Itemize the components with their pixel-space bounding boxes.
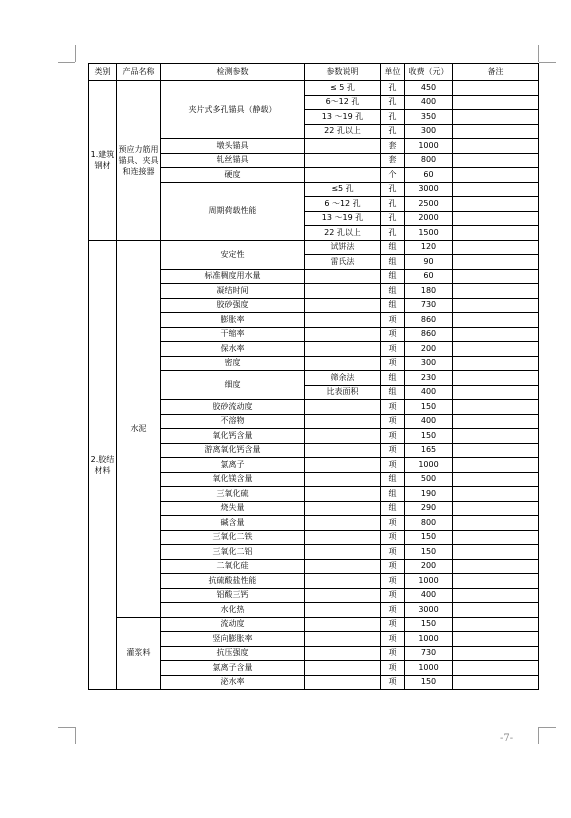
desc-cell: 22 孔以上 — [305, 226, 381, 241]
param-cell: 泌水率 — [161, 675, 305, 690]
desc-cell: 雷氏法 — [305, 255, 381, 270]
param-cell: 细度 — [161, 371, 305, 400]
remark-cell — [453, 139, 539, 154]
unit-cell: 组 — [381, 487, 405, 502]
param-cell: 水化热 — [161, 603, 305, 618]
desc-cell — [305, 298, 381, 313]
param-cell: 氯离子 — [161, 458, 305, 473]
remark-cell — [453, 182, 539, 197]
fee-cell: 500 — [405, 472, 453, 487]
header-param: 检测参数 — [161, 64, 305, 81]
crop-mark-tl-h — [58, 62, 75, 63]
desc-cell — [305, 617, 381, 632]
param-cell: 墩头锚具 — [161, 139, 305, 154]
fee-cell: 800 — [405, 516, 453, 531]
fee-cell: 2500 — [405, 197, 453, 212]
param-cell: 抗压强度 — [161, 646, 305, 661]
desc-cell — [305, 139, 381, 154]
crop-mark-bl-v — [75, 727, 76, 744]
remark-cell — [453, 400, 539, 415]
desc-cell — [305, 458, 381, 473]
fee-cell: 150 — [405, 400, 453, 415]
unit-cell: 项 — [381, 603, 405, 618]
remark-cell — [453, 646, 539, 661]
unit-cell: 项 — [381, 400, 405, 415]
desc-cell — [305, 472, 381, 487]
remark-cell — [453, 313, 539, 328]
param-cell: 流动度 — [161, 617, 305, 632]
unit-cell: 孔 — [381, 197, 405, 212]
desc-cell: 13 ～19 孔 — [305, 211, 381, 226]
crop-mark-tl-v — [75, 45, 76, 62]
fee-cell: 90 — [405, 255, 453, 270]
desc-cell — [305, 559, 381, 574]
param-cell: 保水率 — [161, 342, 305, 357]
param-cell: 氧化钙含量 — [161, 429, 305, 444]
desc-cell — [305, 327, 381, 342]
desc-cell — [305, 530, 381, 545]
unit-cell: 项 — [381, 574, 405, 589]
remark-cell — [453, 661, 539, 676]
category-cell: 1.建筑钢材 — [89, 81, 117, 241]
remark-cell — [453, 429, 539, 444]
remark-cell — [453, 501, 539, 516]
remark-cell — [453, 327, 539, 342]
fee-cell: 860 — [405, 327, 453, 342]
param-cell: 干缩率 — [161, 327, 305, 342]
desc-cell — [305, 545, 381, 560]
param-cell: 密度 — [161, 356, 305, 371]
fee-cell: 1000 — [405, 574, 453, 589]
unit-cell: 组 — [381, 501, 405, 516]
desc-cell — [305, 661, 381, 676]
unit-cell: 组 — [381, 371, 405, 386]
desc-cell — [305, 284, 381, 299]
desc-cell — [305, 153, 381, 168]
remark-cell — [453, 574, 539, 589]
crop-mark-tr-v — [538, 45, 539, 62]
remark-cell — [453, 603, 539, 618]
product-cell: 预应力筋用锚具、夹具和连接器 — [117, 81, 161, 241]
desc-cell — [305, 269, 381, 284]
fee-table — [88, 63, 539, 690]
fee-cell: 60 — [405, 269, 453, 284]
unit-cell: 孔 — [381, 124, 405, 139]
unit-cell: 孔 — [381, 81, 405, 96]
fee-cell: 200 — [405, 342, 453, 357]
remark-cell — [453, 414, 539, 429]
unit-cell: 项 — [381, 588, 405, 603]
unit-cell: 组 — [381, 240, 405, 255]
fee-cell: 3000 — [405, 603, 453, 618]
desc-cell: 13 ～19 孔 — [305, 110, 381, 125]
remark-cell — [453, 675, 539, 690]
fee-cell: 2000 — [405, 211, 453, 226]
fee-cell: 165 — [405, 443, 453, 458]
desc-cell: ≤5 孔 — [305, 182, 381, 197]
unit-cell: 项 — [381, 632, 405, 647]
table-row — [89, 617, 539, 632]
remark-cell — [453, 559, 539, 574]
param-cell: 游离氧化钙含量 — [161, 443, 305, 458]
unit-cell: 套 — [381, 153, 405, 168]
unit-cell: 项 — [381, 646, 405, 661]
remark-cell — [453, 632, 539, 647]
unit-cell: 组 — [381, 298, 405, 313]
unit-cell: 项 — [381, 661, 405, 676]
unit-cell: 项 — [381, 356, 405, 371]
desc-cell — [305, 603, 381, 618]
desc-cell — [305, 429, 381, 444]
fee-cell: 1000 — [405, 632, 453, 647]
unit-cell: 组 — [381, 255, 405, 270]
fee-cell: 730 — [405, 646, 453, 661]
remark-cell — [453, 211, 539, 226]
param-cell: 夹片式多孔锚具（静载） — [161, 81, 305, 139]
desc-cell: 6～12 孔 — [305, 95, 381, 110]
desc-cell: 比表面积 — [305, 385, 381, 400]
remark-cell — [453, 110, 539, 125]
header-product: 产品名称 — [117, 64, 161, 81]
fee-cell: 150 — [405, 617, 453, 632]
unit-cell: 套 — [381, 139, 405, 154]
remark-cell — [453, 240, 539, 255]
param-cell: 安定性 — [161, 240, 305, 269]
unit-cell: 孔 — [381, 95, 405, 110]
fee-cell: 1000 — [405, 458, 453, 473]
param-cell: 烧失量 — [161, 501, 305, 516]
remark-cell — [453, 443, 539, 458]
fee-cell: 1000 — [405, 139, 453, 154]
fee-cell: 200 — [405, 559, 453, 574]
unit-cell: 孔 — [381, 226, 405, 241]
fee-cell: 150 — [405, 675, 453, 690]
param-cell: 碱含量 — [161, 516, 305, 531]
desc-cell — [305, 400, 381, 415]
desc-cell: 6 ～12 孔 — [305, 197, 381, 212]
remark-cell — [453, 255, 539, 270]
fee-cell: 800 — [405, 153, 453, 168]
param-cell: 硬度 — [161, 168, 305, 183]
desc-cell — [305, 313, 381, 328]
param-cell: 轧丝锚具 — [161, 153, 305, 168]
remark-cell — [453, 124, 539, 139]
remark-cell — [453, 458, 539, 473]
fee-cell: 860 — [405, 313, 453, 328]
table-row — [89, 240, 539, 255]
param-cell: 三氧化硫 — [161, 487, 305, 502]
fee-cell: 150 — [405, 545, 453, 560]
header-category: 类别 — [89, 64, 117, 81]
remark-cell — [453, 617, 539, 632]
remark-cell — [453, 298, 539, 313]
unit-cell: 组 — [381, 269, 405, 284]
page-number: -7- — [500, 733, 514, 744]
param-cell: 二氧化硅 — [161, 559, 305, 574]
table-row — [89, 81, 539, 96]
remark-cell — [453, 342, 539, 357]
fee-cell: 190 — [405, 487, 453, 502]
fee-cell: 290 — [405, 501, 453, 516]
remark-cell — [453, 197, 539, 212]
fee-cell: 350 — [405, 110, 453, 125]
unit-cell: 项 — [381, 559, 405, 574]
param-cell: 不溶物 — [161, 414, 305, 429]
remark-cell — [453, 226, 539, 241]
desc-cell: ≤ 5 孔 — [305, 81, 381, 96]
param-cell: 三氧化二铁 — [161, 530, 305, 545]
crop-mark-tr-h — [539, 62, 556, 63]
fee-cell: 1500 — [405, 226, 453, 241]
fee-cell: 180 — [405, 284, 453, 299]
param-cell: 抗硫酸盐性能 — [161, 574, 305, 589]
remark-cell — [453, 356, 539, 371]
unit-cell: 项 — [381, 675, 405, 690]
fee-cell: 300 — [405, 124, 453, 139]
param-cell: 膨胀率 — [161, 313, 305, 328]
remark-cell — [453, 153, 539, 168]
desc-cell — [305, 342, 381, 357]
unit-cell: 项 — [381, 458, 405, 473]
param-cell: 氧化镁含量 — [161, 472, 305, 487]
unit-cell: 组 — [381, 472, 405, 487]
remark-cell — [453, 81, 539, 96]
desc-cell — [305, 632, 381, 647]
desc-cell — [305, 443, 381, 458]
unit-cell: 项 — [381, 617, 405, 632]
unit-cell: 项 — [381, 414, 405, 429]
remark-cell — [453, 168, 539, 183]
unit-cell: 组 — [381, 284, 405, 299]
remark-cell — [453, 95, 539, 110]
header-desc: 参数说明 — [305, 64, 381, 81]
remark-cell — [453, 530, 539, 545]
param-cell: 周期荷载性能 — [161, 182, 305, 240]
fee-cell: 150 — [405, 429, 453, 444]
param-cell: 凝结时间 — [161, 284, 305, 299]
remark-cell — [453, 516, 539, 531]
unit-cell: 项 — [381, 443, 405, 458]
unit-cell: 项 — [381, 429, 405, 444]
remark-cell — [453, 588, 539, 603]
fee-cell: 400 — [405, 588, 453, 603]
desc-cell — [305, 675, 381, 690]
fee-cell: 60 — [405, 168, 453, 183]
param-cell: 胶砂强度 — [161, 298, 305, 313]
fee-cell: 400 — [405, 414, 453, 429]
desc-cell — [305, 574, 381, 589]
param-cell: 铝酸三钙 — [161, 588, 305, 603]
category-cell: 2.胶结材料 — [89, 240, 117, 690]
remark-cell — [453, 284, 539, 299]
unit-cell: 孔 — [381, 182, 405, 197]
param-cell: 氯离子含量 — [161, 661, 305, 676]
desc-cell: 筛余法 — [305, 371, 381, 386]
desc-cell — [305, 487, 381, 502]
product-cell: 灌浆料 — [117, 617, 161, 690]
param-cell: 三氧化二铝 — [161, 545, 305, 560]
unit-cell: 项 — [381, 342, 405, 357]
remark-cell — [453, 371, 539, 386]
unit-cell: 孔 — [381, 110, 405, 125]
unit-cell: 项 — [381, 327, 405, 342]
unit-cell: 孔 — [381, 211, 405, 226]
desc-cell — [305, 501, 381, 516]
fee-cell: 400 — [405, 95, 453, 110]
crop-mark-br-v — [538, 727, 539, 744]
desc-cell — [305, 356, 381, 371]
header-remark: 备注 — [453, 64, 539, 81]
fee-cell: 3000 — [405, 182, 453, 197]
fee-cell: 120 — [405, 240, 453, 255]
desc-cell — [305, 414, 381, 429]
fee-cell: 230 — [405, 371, 453, 386]
unit-cell: 项 — [381, 516, 405, 531]
fee-cell: 400 — [405, 385, 453, 400]
unit-cell: 项 — [381, 313, 405, 328]
crop-mark-br-h — [539, 727, 556, 728]
desc-cell: 22 孔以上 — [305, 124, 381, 139]
unit-cell: 组 — [381, 385, 405, 400]
fee-cell: 300 — [405, 356, 453, 371]
unit-cell: 个 — [381, 168, 405, 183]
remark-cell — [453, 545, 539, 560]
table-header-row — [89, 64, 539, 81]
param-cell: 竖向膨胀率 — [161, 632, 305, 647]
param-cell: 标准稠度用水量 — [161, 269, 305, 284]
remark-cell — [453, 472, 539, 487]
fee-cell: 150 — [405, 530, 453, 545]
fee-cell: 1000 — [405, 661, 453, 676]
desc-cell — [305, 588, 381, 603]
remark-cell — [453, 269, 539, 284]
desc-cell — [305, 646, 381, 661]
remark-cell — [453, 487, 539, 502]
fee-cell: 730 — [405, 298, 453, 313]
product-cell: 水泥 — [117, 240, 161, 617]
header-unit: 单位 — [381, 64, 405, 81]
remark-cell — [453, 385, 539, 400]
unit-cell: 项 — [381, 530, 405, 545]
param-cell: 胶砂流动度 — [161, 400, 305, 415]
header-fee: 收费（元） — [405, 64, 453, 81]
desc-cell: 试饼法 — [305, 240, 381, 255]
unit-cell: 项 — [381, 545, 405, 560]
fee-cell: 450 — [405, 81, 453, 96]
crop-mark-bl-h — [58, 727, 75, 728]
desc-cell — [305, 168, 381, 183]
desc-cell — [305, 516, 381, 531]
